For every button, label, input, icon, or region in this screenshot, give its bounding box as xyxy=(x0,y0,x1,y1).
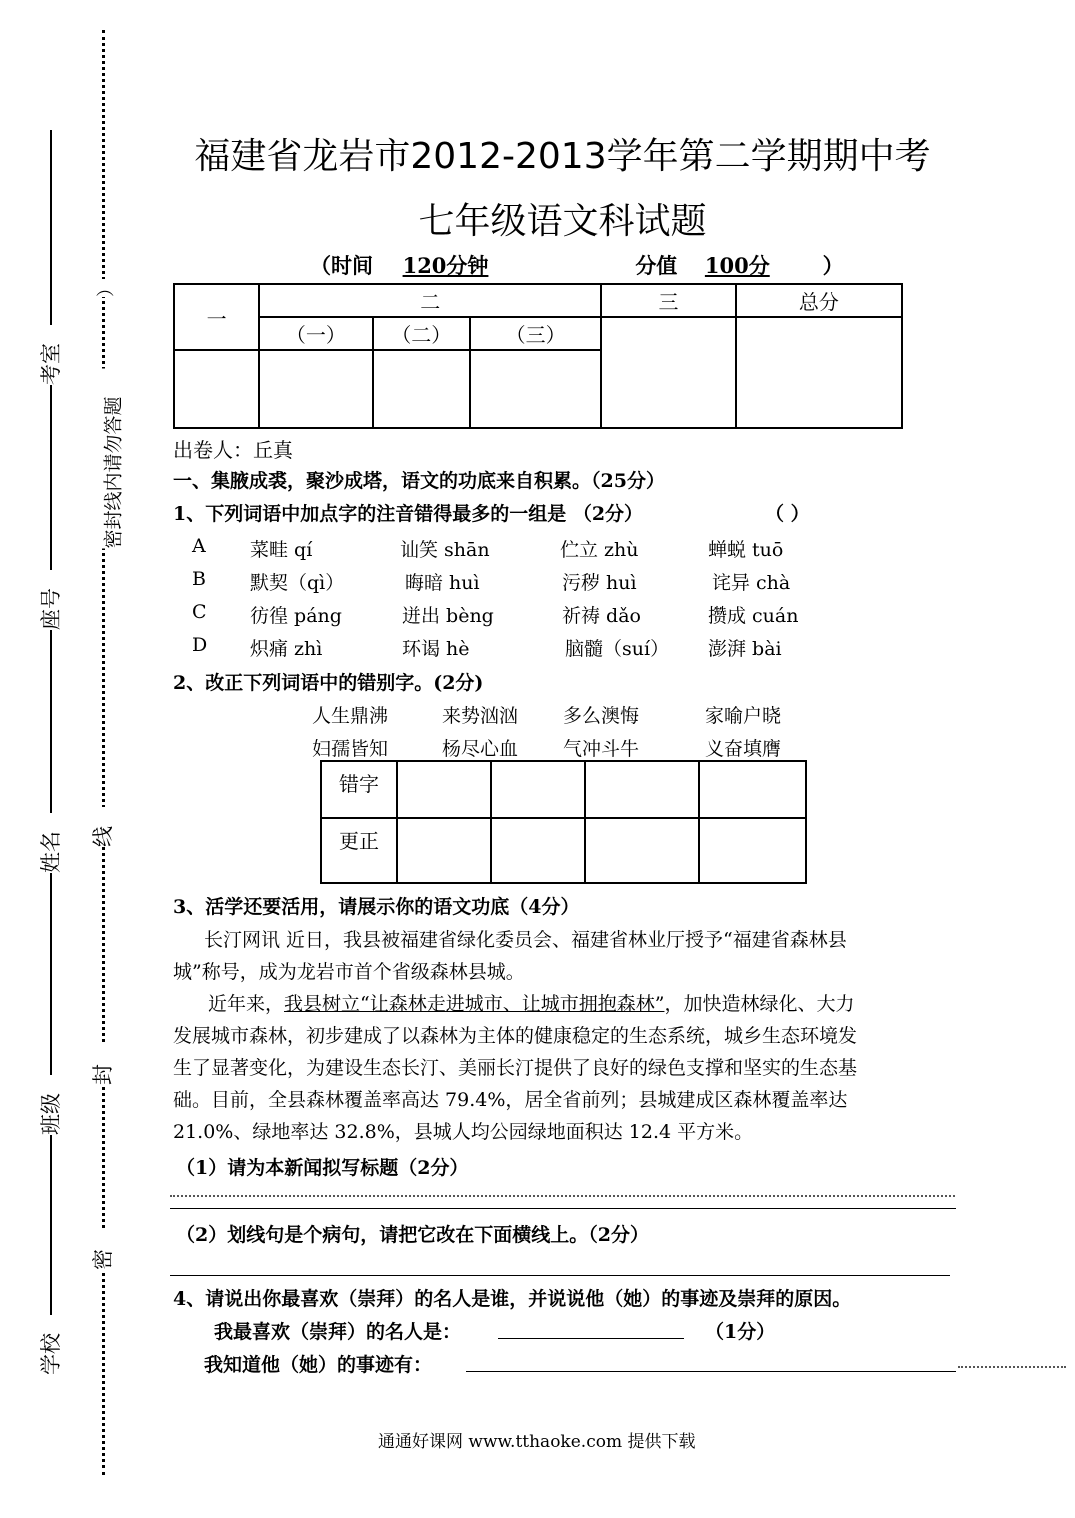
q2-wrong-cell[interactable] xyxy=(491,761,585,818)
binding-label-school: 学校 xyxy=(35,1315,65,1375)
score-cell-1[interactable] xyxy=(174,350,259,428)
score-cell-2c[interactable] xyxy=(470,350,601,428)
q3-p2-line5: 21.0%、绿地率达 32.8%，县城人均公园绿地面积达 12.4 平方米。 xyxy=(173,1121,754,1143)
q2-row-label-fix: 更正 xyxy=(321,818,397,883)
time-value: 120分钟 xyxy=(402,253,489,278)
score-col-2: 二 xyxy=(259,284,601,317)
q4-line1-score: （1分） xyxy=(705,1321,776,1343)
q2-word-8: 义奋填膺 xyxy=(705,738,782,760)
q4-stem: 4、请说出你最喜欢（崇拜）的名人是谁，并说说他（她）的事迹及崇拜的原因。 xyxy=(173,1288,852,1310)
page-footer: 通通好课网 www.tthaoke.com 提供下载 xyxy=(378,1432,696,1452)
q1-option-a-item3: 伫立 zhù xyxy=(560,539,639,561)
q3-p2-line4: 础。目前，全县森林覆盖率高达 79.4%，居全省前列；县城建成区森林覆盖率达 xyxy=(173,1089,848,1111)
q1-option-d-item1: 炽痛 zhì xyxy=(250,638,323,660)
q2-fix-cell[interactable] xyxy=(699,818,806,883)
q4-line1-label: 我最喜欢（崇拜）的名人是： xyxy=(214,1321,462,1343)
q3-p2-line2: 发展城市森林，初步建成了以森林为主体的健康稳定的生态系统，城乡生态环境发 xyxy=(173,1025,858,1047)
q1-option-d-item4: 澎湃 bài xyxy=(708,638,782,660)
q1-option-d-letter: D xyxy=(192,634,208,656)
q1-option-b-item2: 晦暗 huì xyxy=(405,572,480,594)
q4-deeds-answer-line[interactable] xyxy=(466,1371,956,1372)
q1-option-d-item3: 脑髓（suí） xyxy=(565,638,670,660)
q2-word-2: 来势汹汹 xyxy=(442,705,519,727)
seal-char-seal: 封 xyxy=(87,1045,117,1085)
seal-char-secret: 密 xyxy=(87,1230,117,1270)
score-table xyxy=(173,283,903,429)
q3-p2-line1-start: 近年来， xyxy=(208,993,285,1015)
q1-option-a-item4: 蝉蜕 tuō xyxy=(708,539,784,561)
time-score-line xyxy=(310,250,844,280)
score-value: 100分 xyxy=(704,253,770,278)
q3-p1-line2: 城”称号，成为龙岩市首个省级森林县城。 xyxy=(173,961,525,983)
score-col-1: 一 xyxy=(174,284,259,350)
score-sub-1: （一） xyxy=(259,317,372,350)
q2-word-4: 家喻户晓 xyxy=(705,705,782,727)
close-paren: ） xyxy=(822,253,844,278)
q2-word-6: 杨尽心血 xyxy=(442,738,519,760)
score-col-3: 三 xyxy=(601,284,736,317)
binding-label-name: 姓名 xyxy=(35,813,65,873)
score-cell-2a[interactable] xyxy=(259,350,372,428)
q2-correction-table xyxy=(320,760,807,884)
q1-option-b-item4: 诧异 chà xyxy=(712,572,791,594)
q1-option-a-item2: 讪笑 shān xyxy=(400,539,490,561)
q3-p1-line1: 长汀网讯 近日，我县被福建省绿化委员会、福建省林业厅授予“福建省森林县 xyxy=(204,929,847,951)
q3-sub1-answer-line[interactable] xyxy=(170,1195,955,1197)
q2-wrong-cell[interactable] xyxy=(699,761,806,818)
page-title-line1: 福建省龙岩市2012-2013学年第二学期期中考 xyxy=(194,136,931,177)
binding-label-seat: 座号 xyxy=(35,570,65,630)
q1-option-a-item1: 菜畦 qí xyxy=(250,539,313,561)
q2-fix-cell[interactable] xyxy=(585,818,699,883)
q2-word-3: 多么澳悔 xyxy=(563,705,640,727)
q1-option-d-item2: 环谒 hè xyxy=(402,638,470,660)
q1-option-c-item1: 彷徨 páng xyxy=(250,605,342,627)
q3-sub1: （1）请为本新闻拟写标题（2分） xyxy=(176,1157,469,1179)
q1-option-a-letter: A xyxy=(192,535,206,557)
q2-stem: 2、改正下列词语中的错别字。(2分) xyxy=(173,672,484,694)
binding-label-room: 考室 xyxy=(35,325,65,385)
score-label: 分值 xyxy=(635,253,678,278)
q3-underlined-sentence: 我县树立“让森林走进城市、让城市拥抱森林” xyxy=(284,993,665,1015)
q2-word-7: 气冲斗牛 xyxy=(563,738,640,760)
q2-word-5: 妇孺皆知 xyxy=(312,738,389,760)
q1-option-c-item2: 迸出 bèng xyxy=(402,605,494,627)
q1-stem: 1、下列词语中加点字的注音错得最多的一组是 （2分） xyxy=(173,503,644,525)
q4-line2-label: 我知道他（她）的事迹有： xyxy=(204,1354,433,1376)
q4-deeds-dotted-line xyxy=(958,1366,1066,1368)
binding-line xyxy=(50,130,52,1360)
q2-wrong-cell[interactable] xyxy=(585,761,699,818)
q1-option-b-item3: 污秽 huì xyxy=(562,572,637,594)
q4-name-answer-line[interactable] xyxy=(498,1338,684,1339)
q3-sub2: （2）划线句是个病句，请把它改在下面横线上。（2分） xyxy=(176,1224,649,1246)
q1-option-b-item1: 默契（qì） xyxy=(250,572,345,594)
score-cell-3[interactable] xyxy=(601,317,736,428)
time-label: （时间 xyxy=(310,253,373,278)
q3-stem: 3、活学还要活用，请展示你的语文功底（4分） xyxy=(173,896,580,918)
q3-p2-line1 xyxy=(208,989,854,1016)
q3-p2-line3: 生了显著变化，为建设生态长汀、美丽长汀提供了良好的绿色支撑和坚实的生态基 xyxy=(173,1057,858,1079)
score-sub-3: （三） xyxy=(470,317,601,350)
page-title-line2: 七年级语文科试题 xyxy=(418,201,707,242)
seal-char-line: 线 xyxy=(87,807,117,847)
q2-row-label-wrong: 错字 xyxy=(321,761,397,818)
q3-sub1-answer-underline xyxy=(170,1208,956,1209)
q1-option-b-letter: B xyxy=(192,568,206,590)
q1-option-c-item4: 攒成 cuán xyxy=(708,605,799,627)
score-col-total: 总分 xyxy=(736,284,902,317)
q1-option-c-letter: C xyxy=(192,601,207,623)
q3-p2-line1-end: ，加快造林绿化、大力 xyxy=(664,993,855,1015)
score-cell-total[interactable] xyxy=(736,317,902,428)
q1-option-c-item3: 祈祷 dǎo xyxy=(562,605,641,627)
margin-close-paren: ） xyxy=(92,279,118,297)
q2-word-1: 人生鼎沸 xyxy=(312,705,389,727)
q2-wrong-cell[interactable] xyxy=(397,761,491,818)
q2-fix-cell[interactable] xyxy=(397,818,491,883)
q1-answer-paren: （ ） xyxy=(765,503,810,525)
q3-sub2-answer-line[interactable] xyxy=(170,1275,950,1276)
binding-label-class: 班级 xyxy=(35,1075,65,1135)
section1-heading: 一、集腋成裘，聚沙成塔，语文的功底来自积累。（25分） xyxy=(173,470,665,492)
score-sub-2: （二） xyxy=(373,317,471,350)
margin-warning-text: 密封线内请勿答题 xyxy=(99,369,126,549)
score-cell-2b[interactable] xyxy=(373,350,471,428)
q2-fix-cell[interactable] xyxy=(491,818,585,883)
author: 出卷人：丘真 xyxy=(173,438,293,462)
